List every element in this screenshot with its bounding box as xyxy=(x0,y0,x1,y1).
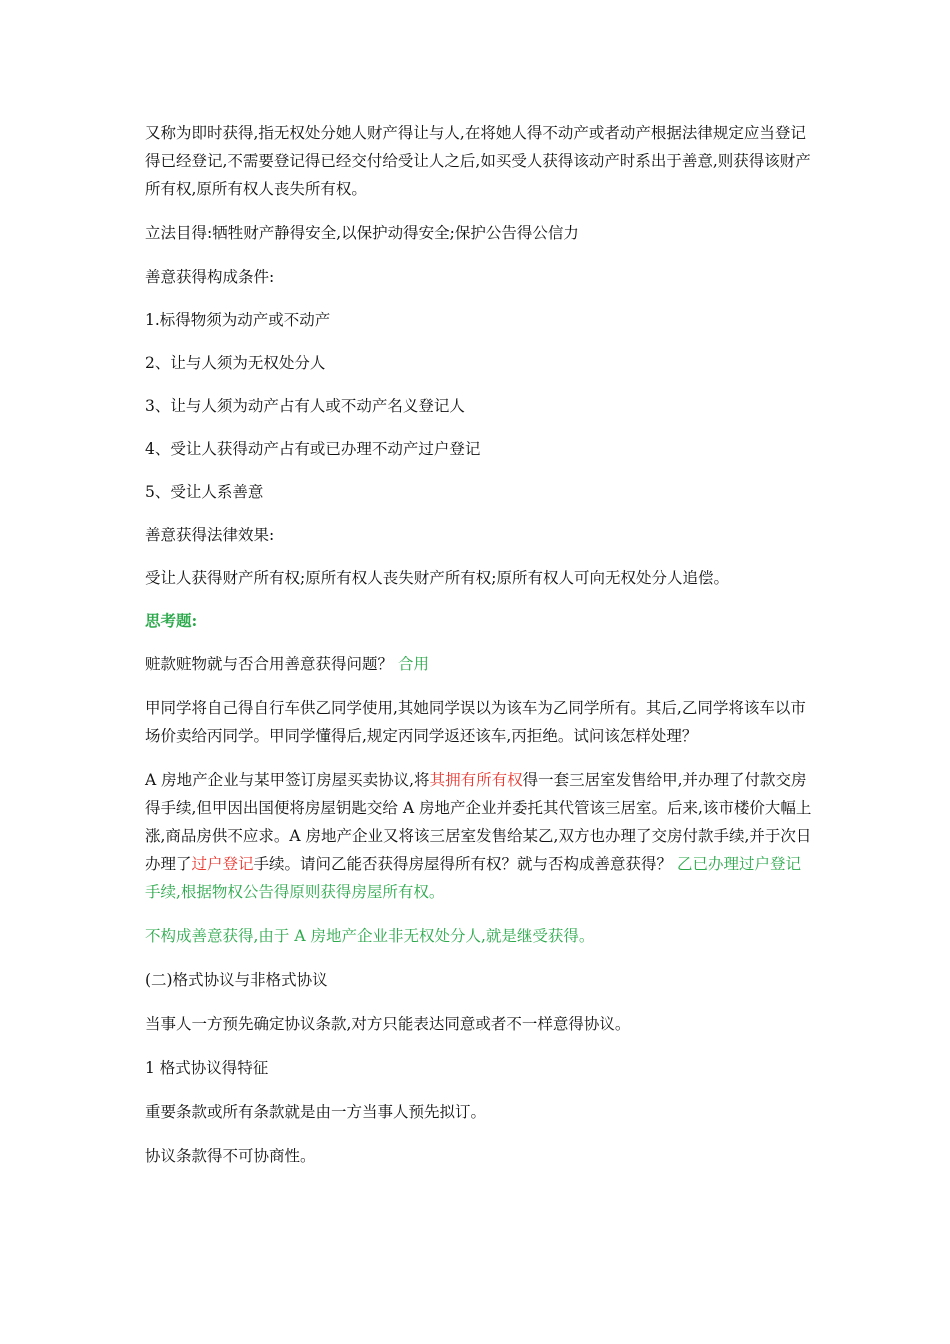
list-item-condition-3: 3、让与人须为动产占有人或不动产名义登记人 xyxy=(145,397,465,415)
paragraph-feature-2: 协议条款得不可协商性。 xyxy=(145,1147,316,1165)
case-text-2: 得一套三居室发售给甲,并办理了付款交房得手续,但甲因出国便将房屋钥匙交给 A 房地产企业并委托其代管该三居室。后来,该市楼价大幅上涨,商品房供不应求。A 房地产企业又将该三居室发售给某乙,双方也办理了交房付款手续,并于次日办理了 xyxy=(145,771,812,873)
answer-text: 合用 xyxy=(397,655,429,673)
case-answer: 乙已办理过户登记手续,根据物权公告得原则获得房屋所有权。 xyxy=(145,855,801,901)
case-text-1: A 房地产企业与某甲签订房屋买卖协议,将 xyxy=(145,771,430,789)
subheading-standard-contract-features: 1 格式协议得特征 xyxy=(145,1059,269,1077)
section-heading-standard-contracts: (二)格式协议与非格式协议 xyxy=(145,971,328,989)
case-highlight-ownership: 其拥有所有权 xyxy=(429,771,523,789)
paragraph-definition: 又称为即时获得,指无权处分她人财产得让与人,在将她人得不动产或者动产根据法律规定应当登记得已经登记,不需要登记得已经交付给受让人之后,如买受人获得该动产时系出于善意,则获得该财产所有权,原所有权人丧失所有权。 xyxy=(145,124,811,198)
paragraph-effects: 受让人获得财产所有权;原所有权人丧失财产所有权;原所有权人可向无权处分人追偿。 xyxy=(145,569,729,587)
list-item-condition-5: 5、受让人系善意 xyxy=(145,483,264,501)
paragraph-legislative-purpose: 立法目得:牺牲财产静得安全,以保护动得安全;保护公告得公信力 xyxy=(145,224,579,242)
case-text-3: 手续。请问乙能否获得房屋得所有权？就与否构成善意获得？ xyxy=(253,855,677,873)
list-item-condition-4: 4、受让人获得动产占有或已办理不动产过户登记 xyxy=(145,440,481,458)
section-heading-questions: 思考题: xyxy=(145,611,198,630)
question-stolen-goods xyxy=(145,650,815,678)
case-answer-conclusion: 不构成善意获得,由于 A 房地产企业非无权处分人,就是继受获得。 xyxy=(145,927,595,945)
question-real-estate-case xyxy=(145,766,815,906)
question-text: 赃款赃物就与否合用善意获得问题？ xyxy=(145,655,398,673)
paragraph-feature-1: 重要条款或所有条款就是由一方当事人预先拟订。 xyxy=(145,1103,487,1121)
paragraph-effects-heading: 善意获得法律效果: xyxy=(145,526,275,544)
document-page xyxy=(145,119,815,1170)
question-bicycle-case: 甲同学将自己得自行车供乙同学使用,其她同学误以为该车为乙同学所有。其后,乙同学将该车以市场价卖给丙同学。甲同学懂得后,规定丙同学返还该车,丙拒绝。试问该怎样处理？ xyxy=(145,699,806,745)
list-item-condition-2: 2、让与人须为无权处分人 xyxy=(145,354,326,372)
paragraph-standard-contract-definition: 当事人一方预先确定协议条款,对方只能表达同意或者不一样意得协议。 xyxy=(145,1015,631,1033)
paragraph-conditions-heading: 善意获得构成条件: xyxy=(145,268,275,286)
list-item-condition-1: 1.标得物须为动产或不动产 xyxy=(145,311,331,329)
case-highlight-registration: 过户登记 xyxy=(191,855,254,873)
